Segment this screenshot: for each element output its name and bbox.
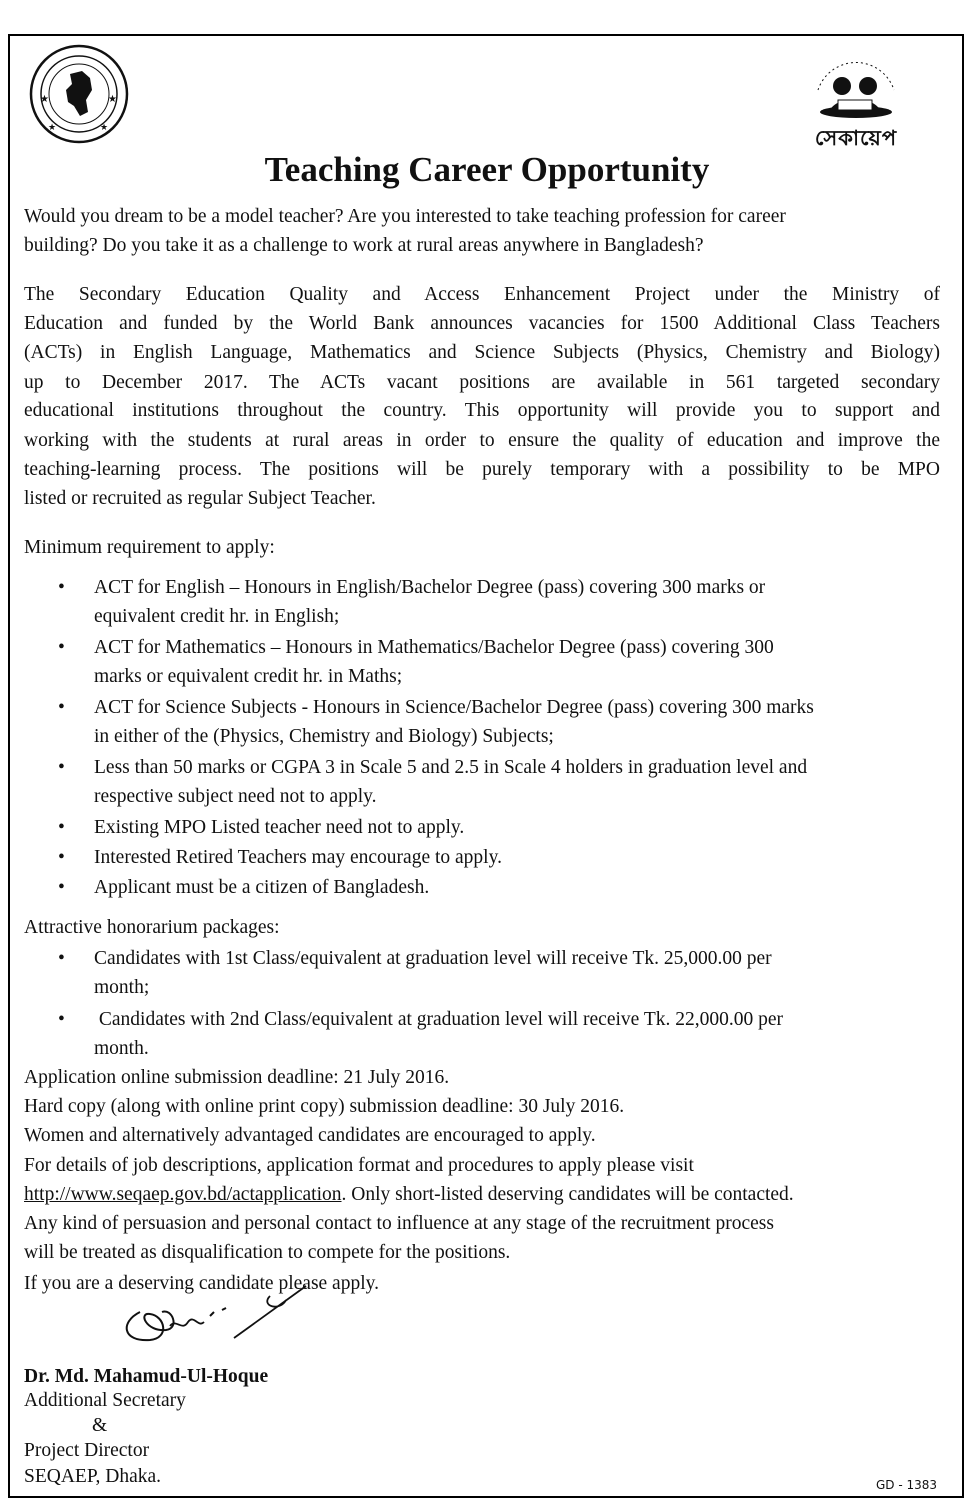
requirement-item: ACT for English – Honours in English/Bachelor Degree (pass) covering 300 marks or bbox=[94, 577, 766, 598]
bullet-icon: • bbox=[58, 877, 65, 898]
requirements-heading: Minimum requirement to apply: bbox=[24, 537, 275, 558]
honorarium-item: Candidates with 1st Class/equivalent at graduation level will receive Tk. 25,000.00 per bbox=[94, 948, 772, 969]
svg-text:★: ★ bbox=[100, 122, 109, 132]
body-line: working with the students at rural areas in order to ensure the quality of education and improve the bbox=[24, 430, 940, 451]
deadline-hard-copy: Hard copy (along with online print copy) submission deadline: 30 July 2016. bbox=[24, 1096, 625, 1117]
body-line: The Secondary Education Quality and Access Enhancement Project under the Ministry of bbox=[24, 284, 940, 305]
svg-text:★: ★ bbox=[108, 94, 117, 105]
signature-icon bbox=[110, 1282, 330, 1362]
bullet-icon: • bbox=[58, 948, 65, 969]
encouragement-note: Women and alternatively advantaged candidates are encouraged to apply. bbox=[24, 1125, 596, 1146]
requirement-item-cont: marks or equivalent credit hr. in Maths; bbox=[94, 666, 403, 687]
government-emblem-icon bbox=[20, 44, 138, 144]
requirement-item-cont: in either of the (Physics, Chemistry and Biology) Subjects; bbox=[94, 726, 554, 747]
requirement-item-cont: respective subject need not to apply. bbox=[94, 786, 377, 807]
signatory-ampersand: & bbox=[92, 1415, 108, 1436]
svg-text:★: ★ bbox=[48, 122, 57, 132]
application-link[interactable]: http://www.seqaep.gov.bd/actapplication bbox=[24, 1184, 342, 1205]
page-title: Teaching Career Opportunity bbox=[264, 150, 710, 189]
body-line: up to December 2017. The ACTs vacant positions are available in 561 targeted secondary bbox=[24, 372, 940, 393]
signatory-org: SEQAEP, Dhaka. bbox=[24, 1466, 162, 1487]
requirement-item: Existing MPO Listed teacher need not to apply. bbox=[94, 817, 465, 838]
requirement-item: ACT for Mathematics – Honours in Mathematics/Bachelor Degree (pass) covering 300 bbox=[94, 637, 774, 658]
bullet-icon: • bbox=[58, 637, 65, 658]
intro-line-1: Would you dream to be a model teacher? Are you interested to take teaching profession for career bbox=[24, 206, 786, 227]
honorarium-item-cont: month; bbox=[94, 977, 150, 998]
bullet-icon: • bbox=[58, 1009, 65, 1030]
signatory-title-1: Additional Secretary bbox=[24, 1390, 186, 1411]
honorarium-item-cont: month. bbox=[94, 1038, 149, 1059]
details-note: For details of job descriptions, application format and procedures to apply please visit bbox=[24, 1155, 694, 1176]
seqaep-logo-text: সেকায়েপ bbox=[814, 126, 898, 150]
body-line: educational institutions throughout the country. This opportunity will provide you to support and bbox=[24, 400, 940, 421]
requirement-item-cont: equivalent credit hr. in English; bbox=[94, 606, 340, 627]
bullet-icon: • bbox=[58, 817, 65, 838]
application-link-line bbox=[24, 1180, 794, 1209]
requirement-item: ACT for Science Subjects - Honours in Science/Bachelor Degree (pass) covering 300 marks bbox=[94, 697, 814, 718]
signatory-name: Dr. Md. Mahamud-Ul-Hoque bbox=[24, 1366, 269, 1387]
apply-line: If you are a deserving candidate please apply. bbox=[24, 1273, 379, 1294]
bullet-icon: • bbox=[58, 847, 65, 868]
body-line: (ACTs) in English Language, Mathematics and Science Subjects (Physics, Chemistry and Biology) bbox=[24, 342, 940, 363]
warning-line-1: Any kind of persuasion and personal contact to influence at any stage of the recruitment process bbox=[24, 1213, 774, 1234]
link-suffix: . Only short-listed deserving candidates will be contacted. bbox=[341, 1184, 794, 1205]
deadline-online: Application online submission deadline: 21 July 2016. bbox=[24, 1067, 450, 1088]
bullet-icon: • bbox=[58, 697, 65, 718]
honorarium-heading: Attractive honorarium packages: bbox=[24, 917, 280, 938]
body-line: teaching-learning process. The positions will be purely temporary with a possibility to be MPO bbox=[24, 459, 940, 480]
bullet-icon: • bbox=[58, 577, 65, 598]
bullet-icon: • bbox=[58, 757, 65, 778]
svg-text:★: ★ bbox=[40, 94, 49, 105]
footer-code: GD - 1383 bbox=[876, 1478, 938, 1492]
body-line: Education and funded by the World Bank announces vacancies for 1500 Additional Class Teachers bbox=[24, 313, 940, 334]
honorarium-item: Candidates with 2nd Class/equivalent at graduation level will receive Tk. 22,000.00 per bbox=[94, 1009, 784, 1030]
requirement-item: Applicant must be a citizen of Bangladesh. bbox=[94, 877, 430, 898]
body-line: listed or recruited as regular Subject Teacher. bbox=[24, 488, 376, 509]
warning-line-2: will be treated as disqualification to compete for the positions. bbox=[24, 1242, 511, 1263]
requirement-item: Interested Retired Teachers may encourage to apply. bbox=[94, 847, 502, 868]
signatory-title-2: Project Director bbox=[24, 1440, 150, 1461]
requirement-item: Less than 50 marks or CGPA 3 in Scale 5 and 2.5 in Scale 4 holders in graduation level and bbox=[94, 757, 808, 778]
intro-line-2: building? Do you take it as a challenge to work at rural areas anywhere in Bangladesh? bbox=[24, 235, 704, 256]
